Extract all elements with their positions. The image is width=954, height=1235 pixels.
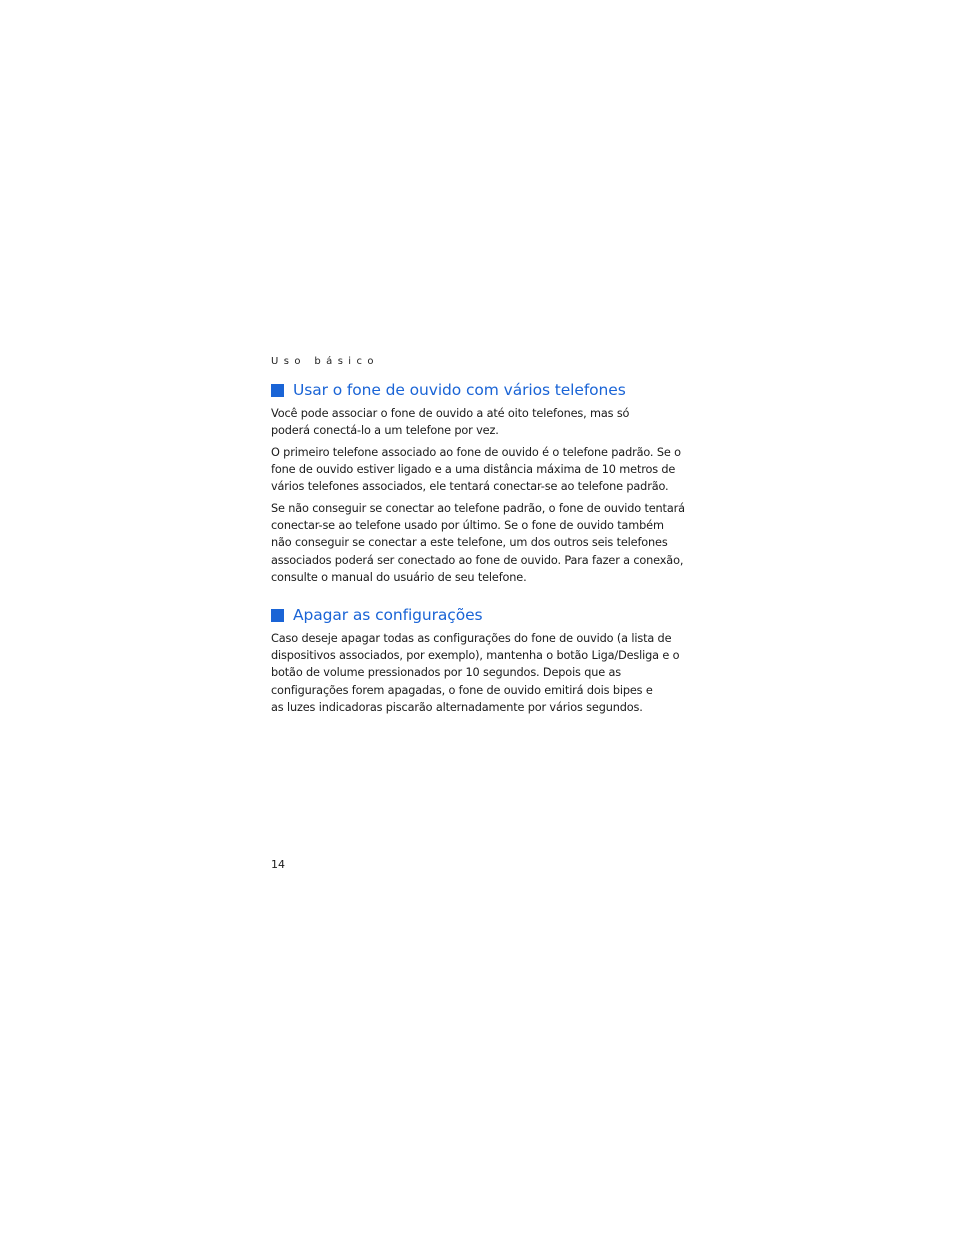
section-heading-reset-settings [271,606,483,624]
body-paragraph [271,444,681,496]
heading-bullet-square-icon [271,384,284,397]
section-title: Usar o fone de ouvido com vários telefones [293,381,626,399]
body-paragraph [271,500,685,586]
paragraph-line: não conseguir se conectar a este telefone, um dos outros seis telefones [271,536,668,550]
paragraph-line: Se não conseguir se conectar ao telefone padrão, o fone de ouvido tentará [271,502,685,515]
paragraph-line: vários telefones associados, ele tentará conectar-se ao telefone padrão. [271,480,669,494]
running-header: Uso básico [271,356,379,367]
heading-bullet-square-icon [271,609,284,622]
paragraph-line: configurações forem apagadas, o fone de ouvido emitirá dois bipes e [271,683,653,697]
page-number: 14 [271,858,285,871]
paragraph-line: fone de ouvido estiver ligado e a uma distância máxima de 10 metros de [271,463,676,477]
paragraph-line: O primeiro telefone associado ao fone de ouvido é o telefone padrão. Se o [271,446,681,459]
paragraph-line: consulte o manual do usuário de seu telefone. [271,570,527,584]
paragraph-line: Você pode associar o fone de ouvido a até oito telefones, mas só [271,407,630,420]
body-paragraph [271,405,671,439]
paragraph-line: Caso deseje apagar todas as configurações do fone de ouvido (a lista de [271,632,672,645]
paragraph-line: as luzes indicadoras piscarão alternadamente por vários segundos. [271,700,643,714]
section-heading-multiple-phones [271,381,626,399]
paragraph-line: associados poderá ser conectado ao fone de ouvido. Para fazer a conexão, [271,553,684,567]
paragraph-line: dispositivos associados, por exemplo), mantenha o botão Liga/Desliga e o [271,649,680,663]
section-title: Apagar as configurações [293,606,483,624]
body-paragraph [271,630,680,716]
paragraph-line: botão de volume pressionados por 10 segundos. Depois que as [271,666,622,680]
paragraph-line: poderá conectá-lo a um telefone por vez. [271,424,499,438]
paragraph-line: conectar-se ao telefone usado por último. Se o fone de ouvido também [271,519,664,533]
